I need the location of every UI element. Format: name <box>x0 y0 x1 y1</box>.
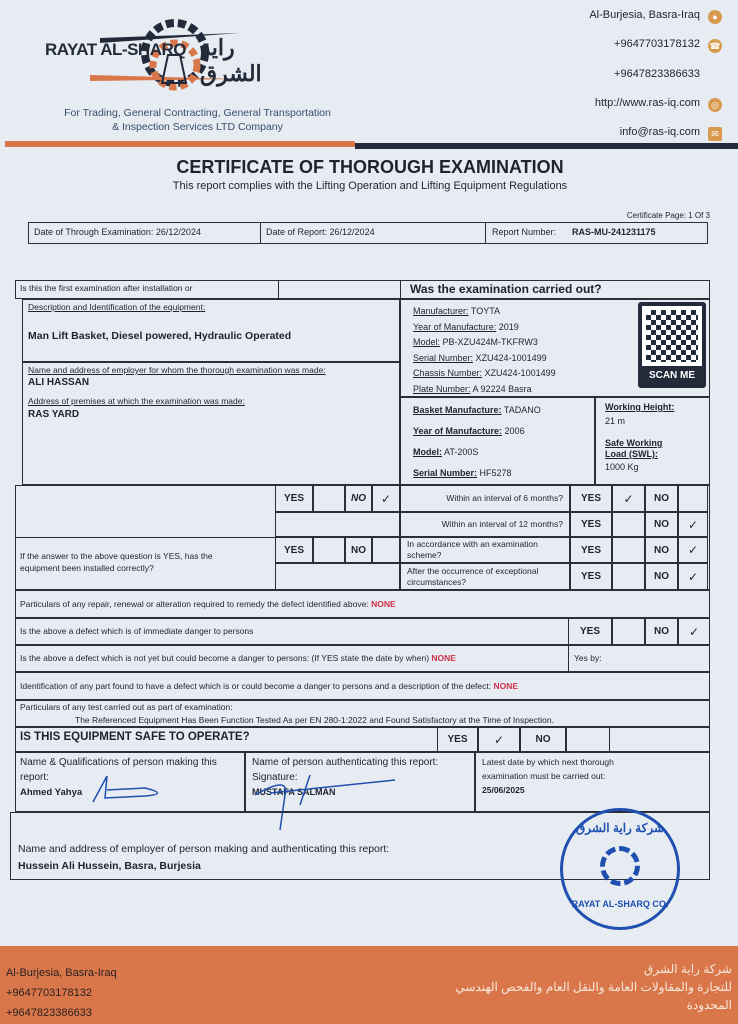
exam-date: Date of Through Examination: 26/12/2024 <box>34 227 201 237</box>
next-exam-date: 25/06/2025 <box>482 785 525 795</box>
interval-question: After the occurrence of exceptional circumstances? <box>400 563 570 590</box>
yes-by-label: Yes by: <box>574 653 602 663</box>
location-pin-icon: ● <box>708 10 722 24</box>
globe-icon: ◎ <box>708 98 722 112</box>
maker-block: Name & Qualifications of person making this report: Ahmed Yahya <box>20 755 240 800</box>
basket-details: Basket Manufacture: TADANO Year of Manufacture: 2006 Model: AT-200S Serial Number: HF5278 <box>413 405 541 478</box>
phone-icon: ☎ <box>708 39 722 53</box>
carried-out-heading: Was the examination carried out? <box>410 282 602 296</box>
premises: RAS YARD <box>28 409 80 420</box>
safe-yes[interactable]: YES <box>437 727 478 752</box>
specs: Working Height: 21 m Safe Working Load (SWL): 1000 Kg <box>605 400 685 474</box>
authenticator-name: MUSTAFA SALMAN <box>252 787 336 797</box>
interval-yes[interactable]: YES <box>570 563 612 590</box>
report-employer: Hussein Ali Hussein, Basra, Burjesia <box>18 860 201 872</box>
interval-question: Within an interval of 6 months? <box>400 485 570 512</box>
interval-no-box[interactable]: ✓ <box>678 563 708 590</box>
interval-no[interactable]: NO <box>645 563 678 590</box>
first-exam-no-check[interactable]: ✓ <box>372 485 400 512</box>
qr-code[interactable] <box>638 302 706 388</box>
employer-name: ALI HASSAN <box>28 377 90 388</box>
first-exam-yes[interactable]: YES <box>275 485 313 512</box>
safe-question: IS THIS EQUIPMENT SAFE TO OPERATE? <box>20 731 250 743</box>
report-number: RAS-MU-241231175 <box>572 227 656 237</box>
report-date: Date of Report: 26/12/2024 <box>266 227 375 237</box>
vehicle-details: Manufacturer: TOYTA Year of Manufacture: 2019 Model: PB-XZU424M-TKFRW3 Serial Number: XZU424-1001499 Chassis Number: XZU424-1001499 Plate Number: A 92224 Basra <box>413 306 556 394</box>
footer-arabic: شركة راية الشرق للتجارة والمقاولات العامة والنقل العام والفحص الهندسي المحدودة <box>455 962 732 1012</box>
divider <box>568 645 569 672</box>
identification-text: Identification of any part found to have a defect which is or could become a danger to persons and a description of the defect: NONE <box>20 681 519 691</box>
repair-value: NONE <box>371 599 396 609</box>
interval-yes-box[interactable] <box>612 537 645 563</box>
contact-address: Al-Burjesia, Basra-Iraq <box>589 9 700 21</box>
premises-label: Address of premises at which the examination was made: <box>28 396 245 406</box>
interval-no-box[interactable] <box>678 485 708 512</box>
safe-yes-check[interactable]: ✓ <box>478 727 520 752</box>
interval-no-box[interactable]: ✓ <box>678 537 708 563</box>
stamp-english-text: RAYAT AL-SHARQ CO. <box>571 899 669 909</box>
authenticator-block: Name of person authenticating this report: Signature: MUSTAFA SALMAN <box>252 755 472 800</box>
certificate-page: Certificate Page: 1 Of 3 <box>626 211 710 220</box>
safe-working-load: 1000 Kg <box>605 462 639 472</box>
installed-question: If the answer to the above question is YES, has the equipment been installed correctly? <box>20 551 213 573</box>
interval-yes[interactable]: YES <box>570 485 612 512</box>
maker-name: Ahmed Yahya <box>20 787 83 798</box>
contact-website[interactable]: http://www.ras-iq.com <box>594 97 700 109</box>
immediate-yes[interactable]: YES <box>568 618 612 645</box>
safe-no[interactable]: NO <box>520 727 566 752</box>
description-label: Description and Identification of the equipment: <box>28 302 206 312</box>
future-danger-question: Is the above a defect which is not yet but could become a danger to persons: (If YES state the date by when) NONE <box>20 653 456 663</box>
divider <box>15 537 275 538</box>
interval-no[interactable]: NO <box>645 485 678 512</box>
stamp-arabic-text: شركة راية الشرق <box>575 821 665 835</box>
stamp-gear-icon <box>600 846 640 886</box>
divider <box>278 280 279 299</box>
qr-label: SCAN ME <box>648 370 696 381</box>
footer <box>0 946 738 1024</box>
immediate-danger-question: Is the above a defect which is of immediate danger to persons <box>20 626 254 636</box>
immediate-no-check[interactable]: ✓ <box>678 618 710 645</box>
test-result: The Referenced Equipment Has Been Function Tested As per EN 280-1:2022 and Found Satisfactory at the Time of Inspection. <box>75 715 554 725</box>
installed-no[interactable]: NO <box>345 537 372 563</box>
interval-yes[interactable]: YES <box>570 537 612 563</box>
page-subtitle: This report complies with the Lifting Operation and Lifting Equipment Regulations <box>172 180 568 192</box>
safe-no-box[interactable] <box>566 727 610 752</box>
divider <box>260 222 261 244</box>
working-height: 21 m <box>605 416 626 426</box>
maker-signature-icon <box>85 770 175 810</box>
interval-yes[interactable]: YES <box>570 512 612 537</box>
employer-label: Name and address of employer for whom the thorough examination was made: <box>28 365 326 375</box>
interval-yes-box[interactable]: ✓ <box>612 485 645 512</box>
report-number-label: Report Number: <box>492 227 557 237</box>
company-stamp <box>560 808 680 930</box>
tagline: For Trading, General Contracting, General Transportation & Inspection Services LTD Company <box>64 107 331 133</box>
contact-email[interactable]: info@ras-iq.com <box>619 126 700 138</box>
header-bar-orange <box>5 141 355 147</box>
repair-text: Particulars of any repair, renewal or alteration required to remedy the defect identified above: NONE <box>20 599 396 609</box>
first-exam-yes-box[interactable] <box>313 485 345 512</box>
contact-phone-2: +9647823386633 <box>614 68 700 80</box>
report-employer-label: Name and address of employer of person making and authenticating this report: <box>18 843 390 855</box>
footer-contacts: Al-Burjesia, Basra-Iraq +9647703178132 +9647823386633 <box>6 967 117 1019</box>
interval-no[interactable]: NO <box>645 537 678 563</box>
installed-yes-box[interactable] <box>313 537 345 563</box>
installed-yes[interactable]: YES <box>275 537 313 563</box>
mail-icon: ✉ <box>708 127 722 141</box>
qr-code-icon <box>642 306 702 366</box>
interval-no[interactable]: NO <box>645 512 678 537</box>
divider <box>485 222 486 244</box>
interval-yes-box[interactable] <box>612 512 645 537</box>
page-title: CERTIFICATE OF THOROUGH EXAMINATION <box>176 157 564 177</box>
next-exam-block: Latest date by which next thorough examination must be carried out: 25/06/2025 <box>482 755 662 797</box>
interval-question: In accordance with an examination scheme? <box>400 537 570 563</box>
first-exam-no[interactable]: NO <box>345 485 372 512</box>
interval-question: Within an interval of 12 months? <box>400 512 570 537</box>
installed-no-box[interactable] <box>372 537 400 563</box>
immediate-yes-box[interactable] <box>612 618 645 645</box>
empty-cell <box>275 512 400 537</box>
company-logo: RAYAT AL-SHARQ راية الشرق <box>40 5 250 100</box>
tests-label: Particulars of any test carried out as part of examination: <box>20 702 233 712</box>
first-exam-question: Is this the first examination after installation or <box>20 283 193 293</box>
interval-yes-box[interactable] <box>612 563 645 590</box>
contact-phone-1: +9647703178132 <box>614 38 700 50</box>
interval-no-box[interactable]: ✓ <box>678 512 708 537</box>
divider <box>400 280 401 299</box>
header-bar-navy <box>355 143 738 149</box>
empty-cell <box>275 563 400 590</box>
immediate-no[interactable]: NO <box>645 618 678 645</box>
equipment-description: Man Lift Basket, Diesel powered, Hydraulic Operated <box>28 330 292 342</box>
